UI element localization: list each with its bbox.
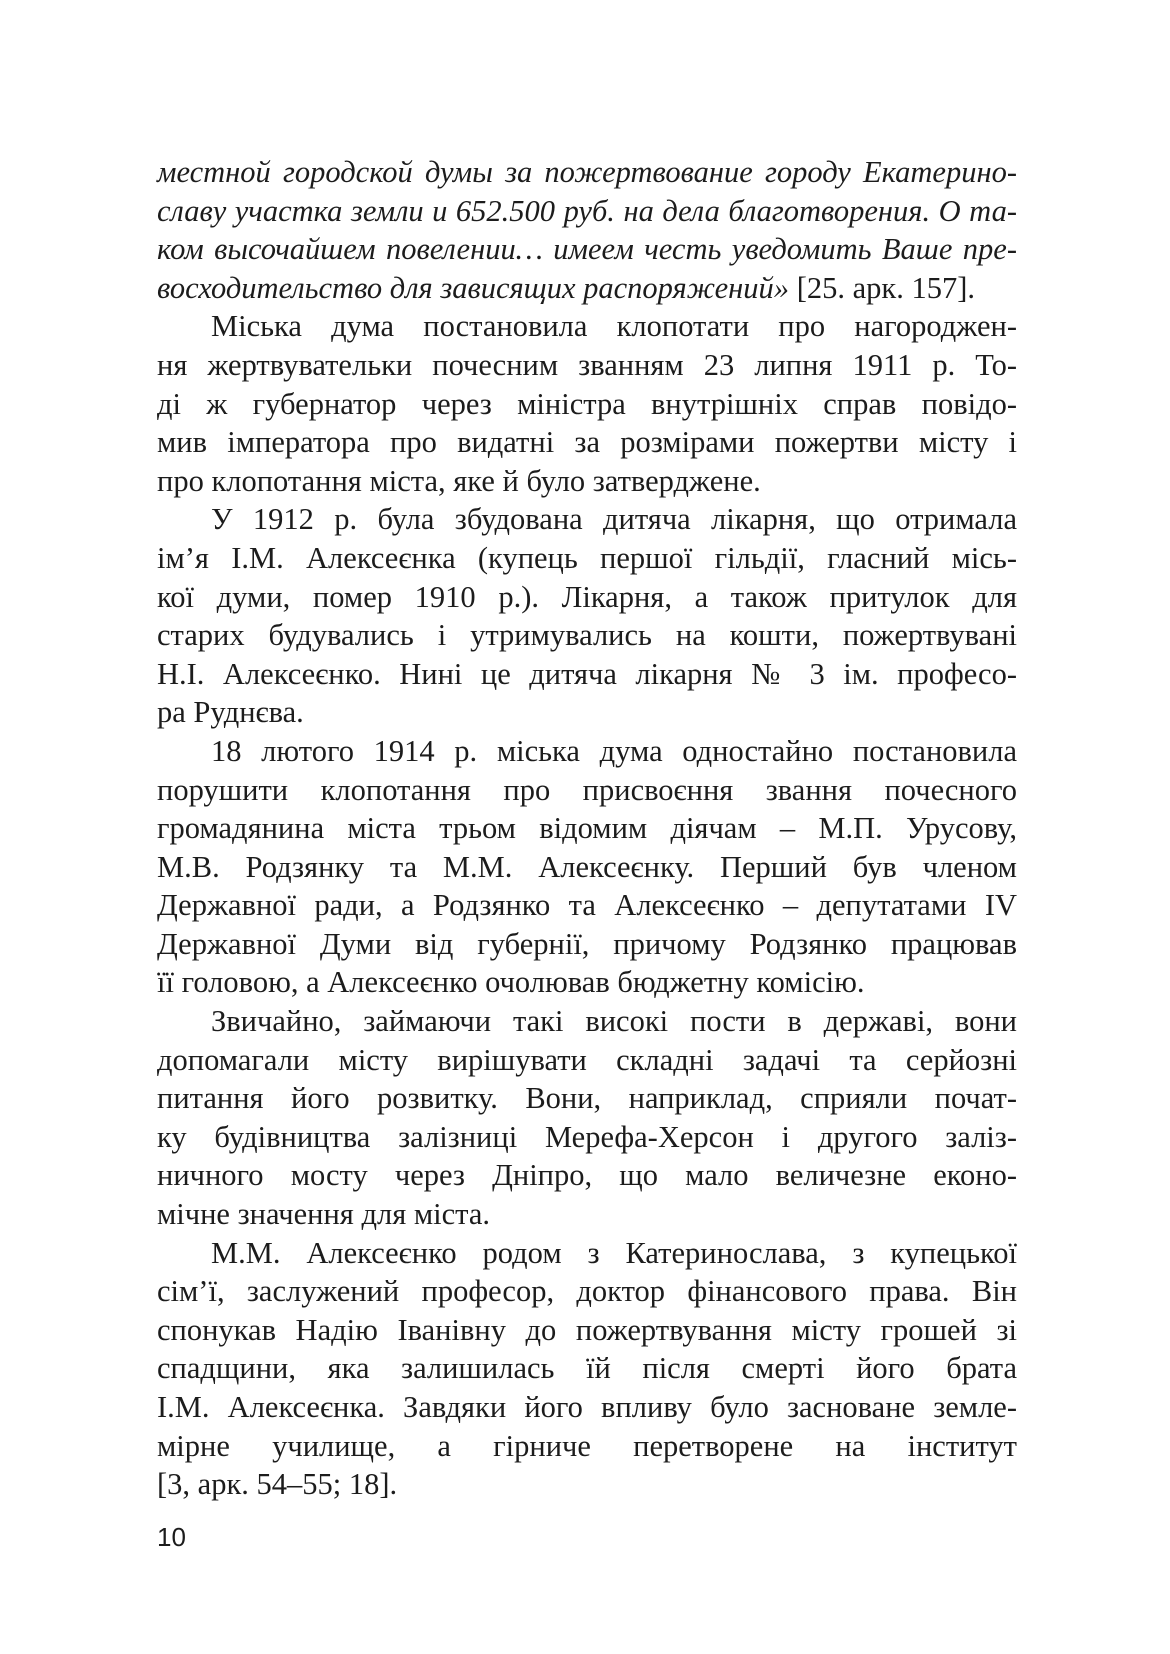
quote-last-line xyxy=(157,269,1017,308)
paragraph-line: ня жертвувательки почесним званням 23 липня 1911 р. То- xyxy=(157,347,1017,382)
paragraph-line: Державної ради, а Родзянко та Алексеєнко – депутатами IV xyxy=(157,888,1017,923)
paragraph-line: про клопотання міста, яке й було затверджене. xyxy=(157,463,761,498)
paragraph-line: мічне значення для міста. xyxy=(157,1197,491,1232)
paragraph-line: кої думи, помер 1910 р.). Лікарня, а також притулок для xyxy=(157,579,1017,614)
quote-line: славу участка земли и 652.500 руб. на дела благотворения. О та- xyxy=(157,193,1017,228)
quote-line: ком высочайшем повелении… имеем честь уведомить Ваше пре- xyxy=(157,232,1017,267)
paragraph-line: 18 лютого 1914 р. міська дума одностайно постановила xyxy=(211,733,1017,768)
paragraph-line: старих будувались і утримувались на кошти, пожертвувані xyxy=(157,618,1017,653)
paragraph-line: мив імператора про видатні за розмірами пожертви місту і xyxy=(157,425,1017,460)
paragraph-line: ничного мосту через Дніпро, що мало величезне еконо- xyxy=(157,1158,1017,1193)
paragraph-line: питання його розвитку. Вони, наприклад, сприяли почат- xyxy=(157,1081,1017,1116)
paragraph-line: спонукав Надію Іванівну до пожертвування місту грошей зі xyxy=(157,1312,1017,1347)
paragraph-line: М.В. Родзянку та М.М. Алексеєнку. Перший був членом xyxy=(157,849,1017,884)
page-number: 10 xyxy=(157,1522,186,1552)
paragraph-line: У 1912 р. була збудована дитяча лікарня, що отримала xyxy=(211,502,1017,537)
paragraph-line: порушити клопотання про присвоєння звання почесного xyxy=(157,772,1017,807)
paragraph-line: громадянина міста трьом відомим діячам – М.П. Урусову, xyxy=(157,811,1017,846)
paragraph-line: Н.І. Алексеєнко. Нині це дитяча лікарня № 3 ім. професо- xyxy=(157,656,1017,691)
quote-reference: [25. арк. 157]. xyxy=(789,270,975,305)
page-body xyxy=(157,153,1017,1504)
quote-line: местной городской думы за пожертвование городу Екатерино- xyxy=(157,155,1017,189)
paragraph-line: ра Руднєва. xyxy=(157,695,304,730)
paragraph-line: мірне училище, а гірниче перетворене на інститут xyxy=(157,1428,1017,1463)
paragraph-line: І.М. Алексеєнка. Завдяки його впливу було засноване земле- xyxy=(157,1390,1017,1424)
paragraph-line: Міська дума постановила клопотати про нагороджен- xyxy=(211,309,1017,344)
paragraph-line: спадщини, яка залишилась їй після смерті його брата xyxy=(157,1351,1017,1386)
paragraph-line: М.М. Алексеєнко родом з Катеринослава, з купецької xyxy=(211,1235,1017,1270)
paragraph-line: ді ж губернатор через міністра внутрішніх справ повідо- xyxy=(157,386,1017,421)
paragraph-line: допомагали місту вирішувати складні задачі та серйозні xyxy=(157,1042,1017,1077)
paragraph-line: Державної Думи від губернії, причому Родзянко працював xyxy=(157,926,1017,961)
paragraph-line: Звичайно, займаючи такі високі пости в державі, вони xyxy=(211,1004,1017,1039)
quote-text: восходительство для зависящих распоряжений» xyxy=(157,270,790,305)
paragraph-line: ку будівництва залізниці Мерефа-Херсон і другого заліз- xyxy=(157,1119,1017,1154)
paragraph-line: її головою, а Алексеєнко очолював бюджетну комісію. xyxy=(157,965,865,1000)
paragraph-line: [3, арк. 54–55; 18]. xyxy=(157,1467,398,1502)
paragraph-line: ім’я І.М. Алексеєнка (купець першої гільдії, гласний місь- xyxy=(157,540,1017,575)
paragraph-line: сім’ї, заслужений професор, доктор фінансового права. Він xyxy=(157,1274,1017,1309)
